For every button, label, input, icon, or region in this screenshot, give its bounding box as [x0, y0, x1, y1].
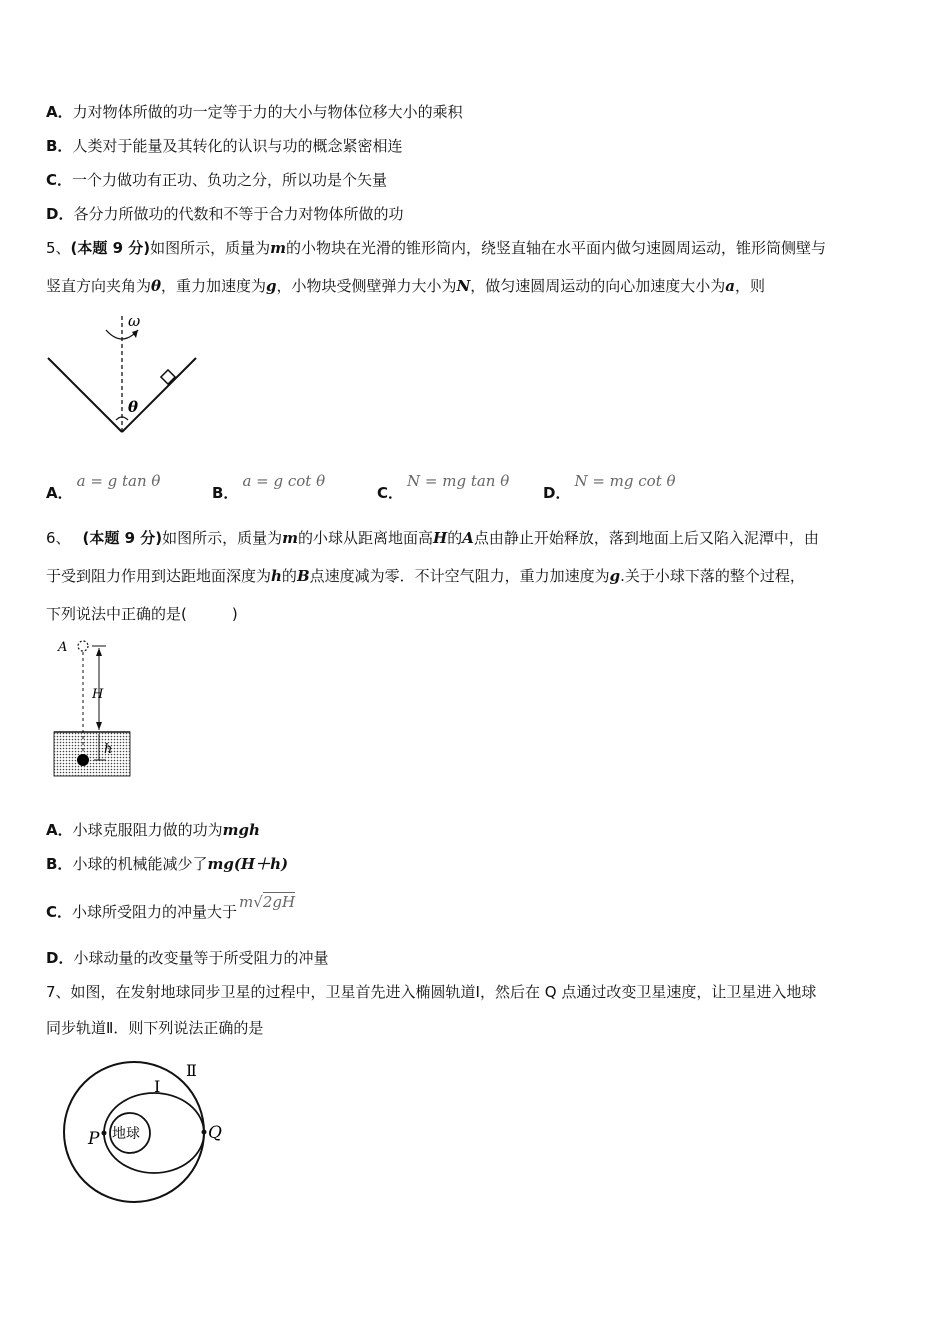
var-B: B: [296, 567, 310, 585]
stem-text: 下列说法中正确的是( ): [46, 605, 238, 623]
question-number: 7、: [46, 983, 71, 1001]
q5-option-a: [46, 472, 161, 503]
point-Q-label: Q: [208, 1123, 222, 1143]
q5-stem-line2: [46, 276, 765, 296]
option-label: B．: [212, 484, 239, 502]
stem-text: .关于小球下落的整个过程，: [620, 567, 805, 585]
q7-stem-line1: [46, 982, 816, 1002]
var-a: a: [725, 277, 736, 295]
stem-text: 如图，在发射地球同步卫星的过程中，卫星首先进入椭圆轨道Ⅰ，然后在 Q 点通过改变卫星速度，让卫星进入地球: [70, 983, 817, 1001]
question-score: (本题 9 分): [82, 529, 163, 547]
var-g: g: [266, 277, 277, 295]
q6-stem-line3: [46, 604, 238, 624]
option-text: 各分力所做功的代数和不等于合力对物体所做的功: [73, 205, 404, 223]
option-formula: a = g cot θ: [242, 472, 326, 490]
option-math: mgh: [222, 821, 260, 839]
option-math-m: m: [239, 893, 254, 911]
height-H-label: H: [92, 687, 104, 702]
option-text: 小球的机械能减少了: [72, 855, 208, 873]
option-text: 人类对于能量及其转化的认识与功的概念紧密相连: [72, 137, 403, 155]
question-score: (本题 9 分): [70, 239, 151, 257]
option-label: A．: [46, 103, 73, 121]
option-label: D．: [46, 949, 74, 967]
option-text: 小球所受阻力的冲量大于: [72, 903, 238, 921]
option-math-root: 2gH: [262, 893, 296, 911]
q6-stem-line1: [46, 528, 819, 548]
option-label: D．: [46, 205, 74, 223]
stem-text: ，重力加速度为: [161, 277, 267, 295]
stem-text: 的: [447, 529, 463, 547]
q5-stem-line1: [46, 238, 826, 258]
stem-text: 点速度减为零．不计空气阻力，重力加速度为: [309, 567, 610, 585]
option-label: C．: [46, 903, 73, 921]
q7-orbit-figure: [52, 1056, 242, 1206]
option-text: 小球动量的改变量等于所受阻力的冲量: [73, 949, 329, 967]
point-P-label: P: [88, 1129, 100, 1149]
option-label: A．: [46, 821, 73, 839]
orbit-2-label: Ⅱ: [186, 1061, 197, 1080]
stem-text: 同步轨道Ⅱ．则下列说法正确的是: [46, 1019, 264, 1037]
option-label: A．: [46, 484, 73, 502]
stem-text: 如图所示，质量为: [150, 239, 271, 257]
q7-stem-line2: [46, 1018, 263, 1038]
omega-label: ω: [128, 312, 141, 330]
option-label: D．: [543, 484, 571, 502]
q6-option-d: [46, 948, 328, 968]
option-text: 一个力做功有正功、负功之分，所以功是个矢量: [72, 171, 388, 189]
option-text: 小球克服阻力做的功为: [72, 821, 223, 839]
q4-option-a: [46, 102, 463, 122]
stem-text: 的小物块在光滑的锥形筒内，绕竖直轴在水平面内做匀速圆周运动，锥形筒侧壁与: [286, 239, 827, 257]
q6-option-a: [46, 820, 260, 840]
option-formula: a = g tan θ: [76, 472, 161, 490]
question-number: 5、: [46, 239, 71, 257]
var-A: A: [462, 529, 474, 547]
q5-option-b: [212, 472, 326, 503]
var-H: H: [433, 529, 448, 547]
point-A-label: A: [58, 640, 68, 655]
option-math: mg(H＋h): [207, 855, 289, 873]
stem-text: ，小物块受侧壁弹力大小为: [276, 277, 457, 295]
var-h: h: [271, 567, 282, 585]
var-m: m: [270, 239, 287, 257]
var-N: N: [456, 277, 471, 295]
q5-cone-figure: [40, 308, 210, 438]
q4-option-b: [46, 136, 402, 156]
option-label: C．: [46, 171, 73, 189]
q5-option-c: [377, 472, 510, 503]
option-formula: N = mg cot θ: [574, 472, 676, 490]
option-text: 力对物体所做的功一定等于力的大小与物体位移大小的乘积: [72, 103, 463, 121]
question-number: 6、: [46, 529, 71, 547]
orbit-1-label: Ⅰ: [154, 1077, 161, 1096]
theta-label: θ: [128, 398, 139, 416]
var-theta: θ: [151, 277, 162, 295]
var-g: g: [609, 567, 621, 585]
option-label: B．: [46, 137, 73, 155]
stem-text: ，则: [735, 277, 766, 295]
stem-text: 竖直方向夹角为: [46, 277, 152, 295]
stem-text: 如图所示，质量为: [162, 529, 283, 547]
option-label: C．: [377, 484, 404, 502]
earth-label: 地球: [112, 1126, 140, 1142]
q6-option-b: [46, 854, 288, 874]
q4-option-d: [46, 204, 403, 224]
stem-text: 点由静止开始释放，落到地面上后又陷入泥潭中，由: [473, 529, 819, 547]
q4-option-c: [46, 170, 387, 190]
option-formula: N = mg tan θ: [407, 472, 510, 490]
q6-fall-figure: [50, 636, 135, 781]
depth-h-label: h: [104, 742, 113, 757]
var-m: m: [282, 529, 299, 547]
stem-text: ，做匀速圆周运动的向心加速度大小为: [470, 277, 726, 295]
stem-text: 的小球从距离地面高: [298, 529, 434, 547]
q6-option-c: [46, 893, 296, 922]
stem-text: 于受到阻力作用到达距地面深度为: [46, 567, 272, 585]
option-label: B．: [46, 855, 73, 873]
stem-text: 的: [281, 567, 297, 585]
q5-option-d: [543, 472, 676, 503]
q6-stem-line2: [46, 566, 805, 586]
sqrt-sign: √: [253, 893, 263, 911]
